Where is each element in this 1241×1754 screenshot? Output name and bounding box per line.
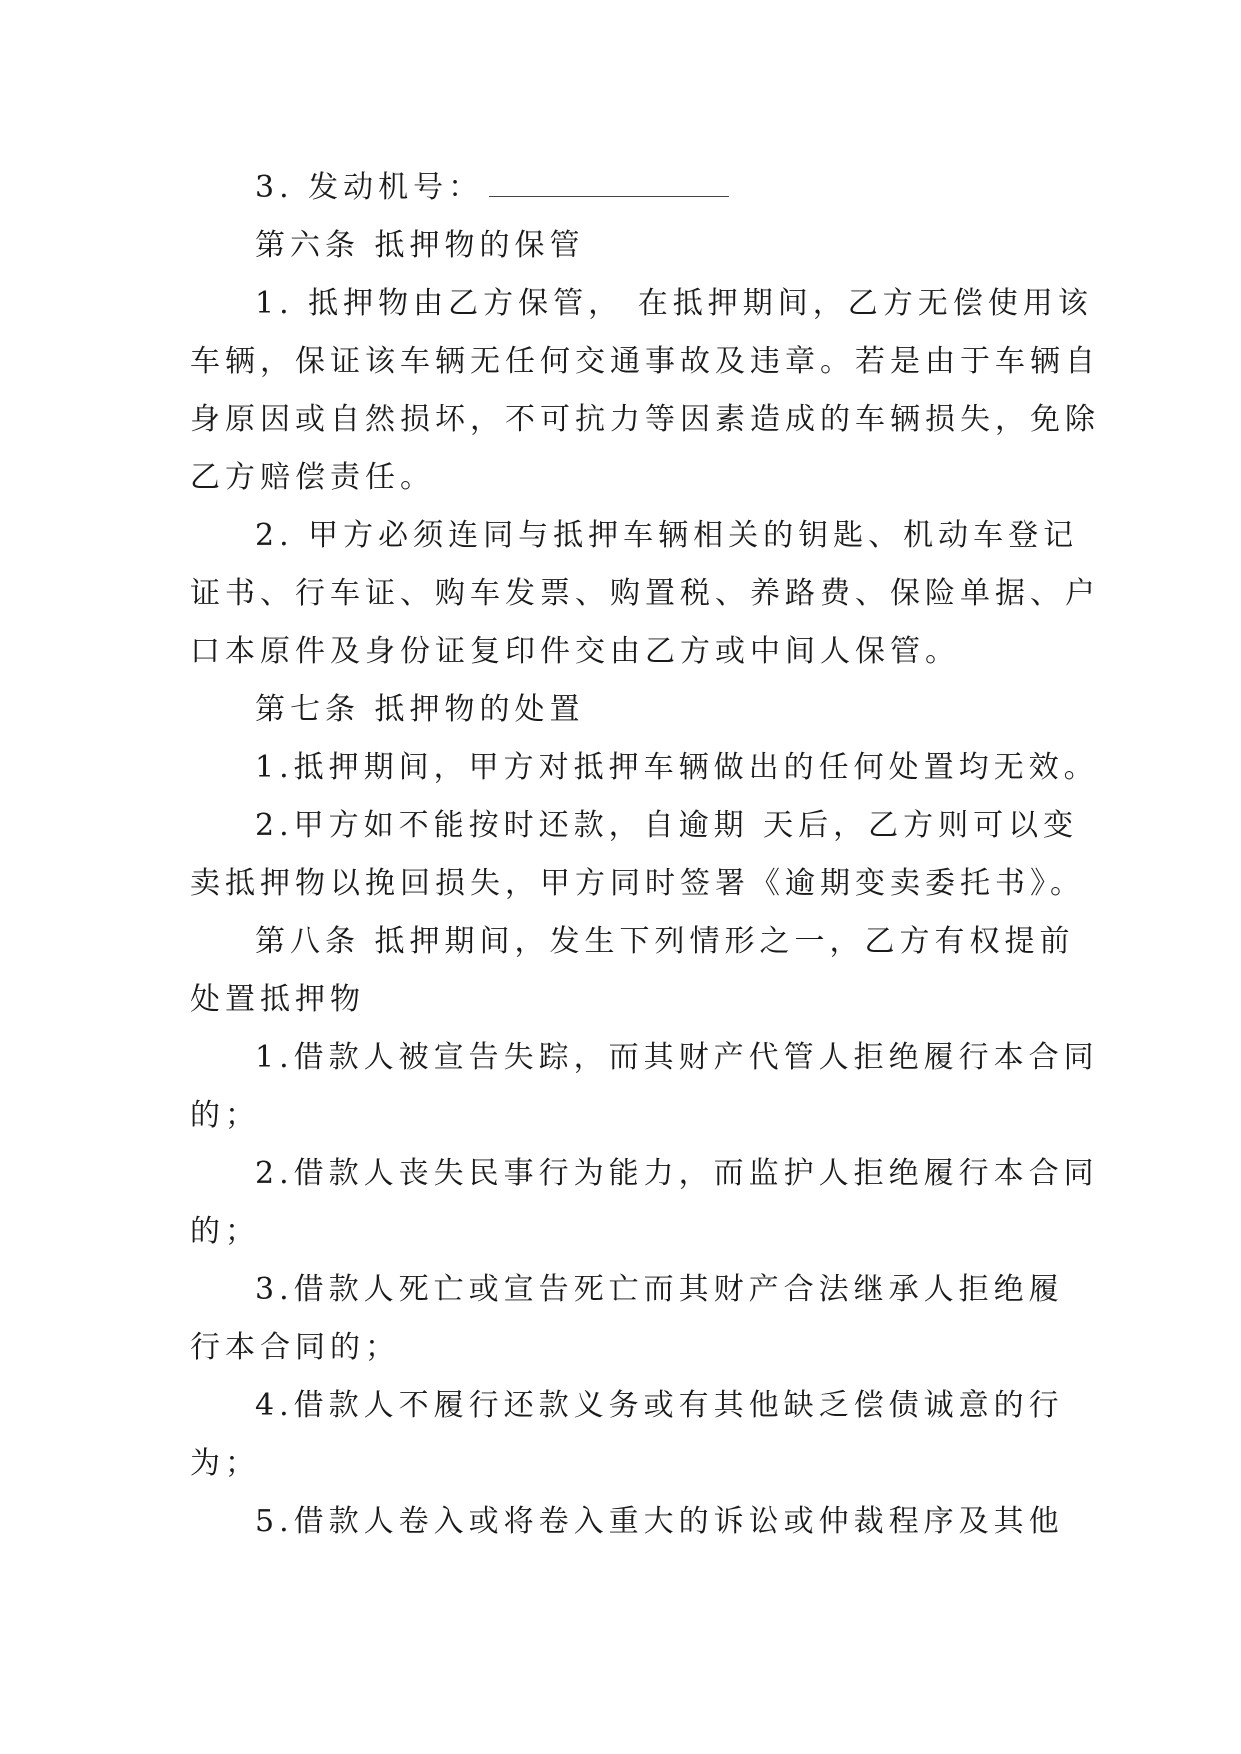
list-item: 2.借款人丧失民事行为能力，而监护人拒绝履行本合同 bbox=[255, 1156, 1099, 1191]
paragraph-line: 处置抵押物 bbox=[190, 982, 365, 1017]
engine-number-line bbox=[255, 168, 729, 208]
paragraph-line: 乙方赔偿责任。 bbox=[190, 460, 435, 495]
list-item: 5.借款人卷入或将卷入重大的诉讼或仲裁程序及其他 bbox=[255, 1504, 1064, 1539]
article-8-heading: 第八条 抵押期间，发生下列情形之一，乙方有权提前 bbox=[255, 924, 1075, 959]
paragraph-line: 口本原件及身份证复印件交由乙方或中间人保管。 bbox=[190, 634, 960, 669]
paragraph-line: 2.甲方如不能按时还款，自逾期 天后，乙方则可以变 bbox=[255, 808, 1079, 843]
paragraph-line: 2. 甲方必须连同与抵押车辆相关的钥匙、机动车登记 bbox=[255, 518, 1079, 553]
list-item-continuation: 的； bbox=[190, 1214, 260, 1249]
list-item: 3.借款人死亡或宣告死亡而其财产合法继承人拒绝履 bbox=[255, 1272, 1064, 1307]
engine-number-blank bbox=[489, 174, 729, 197]
list-item-continuation: 为； bbox=[190, 1446, 260, 1481]
engine-number-label: 3. 发动机号： bbox=[255, 170, 484, 205]
list-item: 1.借款人被宣告失踪，而其财产代管人拒绝履行本合同 bbox=[255, 1040, 1099, 1075]
article-6-heading: 第六条 抵押物的保管 bbox=[255, 228, 585, 263]
paragraph-line: 证书、行车证、购车发票、购置税、养路费、保险单据、户 bbox=[190, 576, 1100, 611]
paragraph-line: 1. 抵押物由乙方保管， 在抵押期间，乙方无偿使用该 bbox=[255, 286, 1093, 321]
list-item-continuation: 行本合同的； bbox=[190, 1330, 400, 1365]
paragraph-line: 身原因或自然损坏，不可抗力等因素造成的车辆损失，免除 bbox=[190, 402, 1100, 437]
paragraph-line: 卖抵押物以挽回损失，甲方同时签署《逾期变卖委托书》。 bbox=[190, 866, 1085, 901]
paragraph-line: 车辆，保证该车辆无任何交通事故及违章。若是由于车辆自 bbox=[190, 344, 1100, 379]
paragraph-line: 1.抵押期间，甲方对抵押车辆做出的任何处置均无效。 bbox=[255, 750, 1099, 785]
list-item-continuation: 的； bbox=[190, 1098, 260, 1133]
article-7-heading: 第七条 抵押物的处置 bbox=[255, 692, 585, 727]
list-item: 4.借款人不履行还款义务或有其他缺乏偿债诚意的行 bbox=[255, 1388, 1064, 1423]
